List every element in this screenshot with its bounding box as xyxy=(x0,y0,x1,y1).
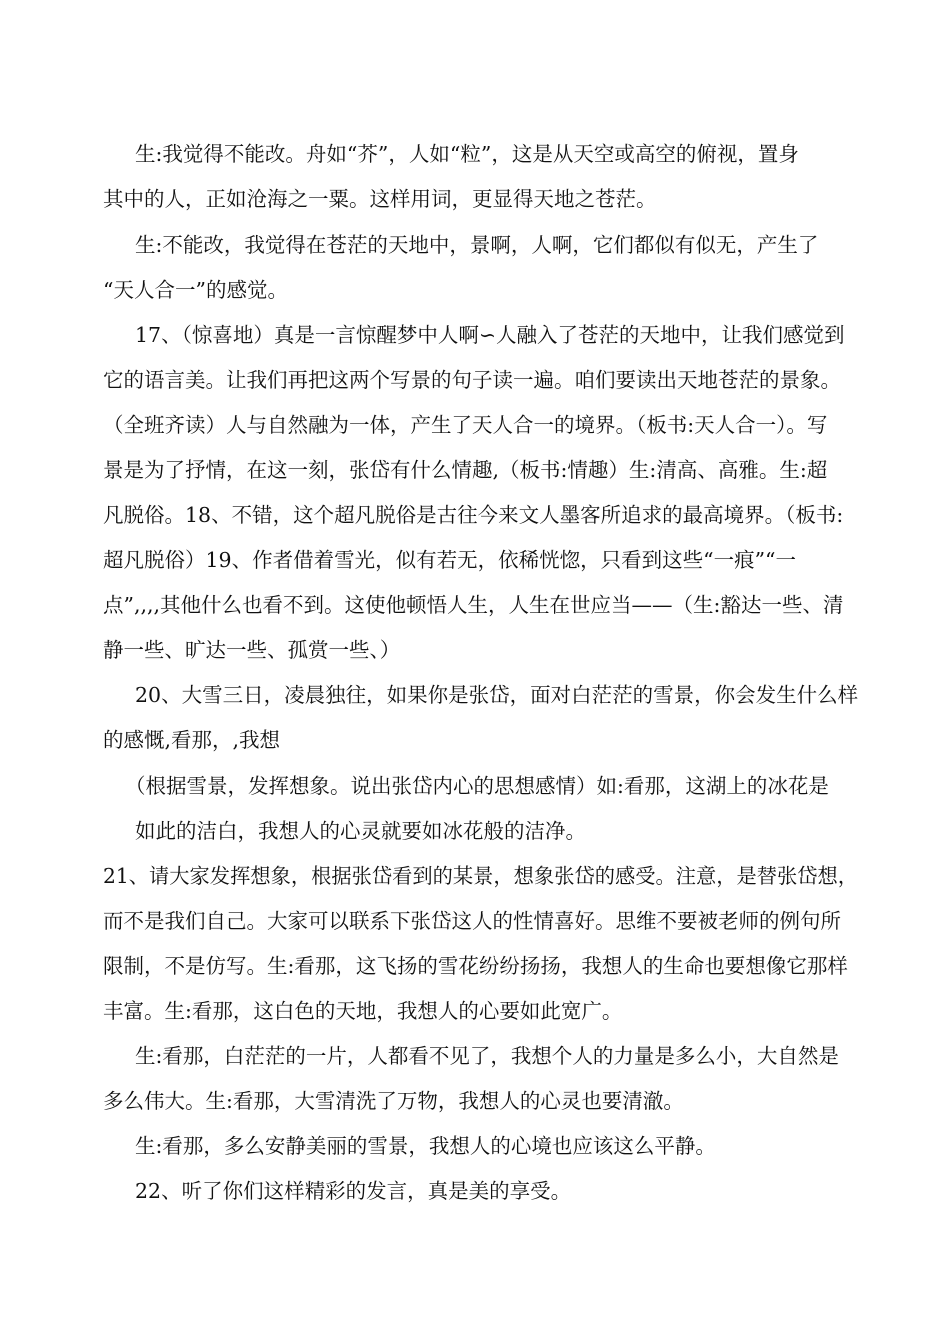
paragraph-line: 22、听了你们这样精彩的发言，真是美的享受。 xyxy=(135,1179,572,1203)
paragraph-line: 多么伟大。生:看那，大雪清洗了万物，我想人的心灵也要清澈。 xyxy=(103,1089,684,1113)
paragraph-line: 生:不能改，我觉得在苍茫的天地中，景啊，人啊，它们都似有似无，产生了 xyxy=(135,233,819,257)
paragraph-line: 20、大雪三日，凌晨独往，如果你是张岱，面对白茫茫的雪景，你会发生什么样 xyxy=(135,683,859,707)
paragraph-line: （根据雪景，发挥想象。说出张岱内心的思想感情）如:看那，这湖上的冰花是 xyxy=(125,774,829,798)
paragraph-line: 17、（惊喜地）真是一言惊醒梦中人啊∽人融入了苍茫的天地中，让我们感觉到 xyxy=(135,323,845,347)
paragraph-line: 而不是我们自己。大家可以联系下张岱这人的性情喜好。思维不要被老师的例句所 xyxy=(103,909,841,933)
paragraph-line: 点”,,,,其他什么也看不到。这使他顿悟人生，人生在世应当——（生:豁达一些、清 xyxy=(103,593,844,617)
paragraph-line: 静一些、旷达一些、孤赏一些、） xyxy=(103,638,401,662)
paragraph-line: 生:我觉得不能改。舟如“芥”，人如“粒”，这是从天空或高空的俯视，置身 xyxy=(135,142,799,166)
paragraph-line: 生:看那，白茫茫的一片，人都看不见了，我想个人的力量是多么小，大自然是 xyxy=(135,1044,839,1068)
paragraph-line: （全班齐读）人与自然融为一体，产生了天人合一的境界。（板书:天人合一）。写 xyxy=(103,413,828,437)
paragraph-line: 21、请大家发挥想象，根据张岱看到的某景，想象张岱的感受。注意，是替张岱想， xyxy=(103,864,859,888)
paragraph-line: 生:看那，多么安静美丽的雪景，我想人的心境也应该这么平静。 xyxy=(135,1134,716,1158)
paragraph-line: 丰富。生:看那，这白色的天地，我想人的心要如此宽广。 xyxy=(103,999,623,1023)
paragraph-line: 的感慨,看那，,我想 xyxy=(103,728,281,752)
paragraph-line: “天人合一”的感觉。 xyxy=(103,278,288,302)
paragraph-line: 其中的人，正如沧海之一粟。这样用词，更显得天地之苍茫。 xyxy=(103,187,657,211)
paragraph-line: 限制，不是仿写。生:看那，这飞扬的雪花纷纷扬扬，我想人的生命也要想像它那样 xyxy=(103,954,848,978)
paragraph-line: 凡脱俗。18、不错，这个超凡脱俗是古往今来文人墨客所追求的最高境界。（板书: xyxy=(103,503,844,527)
paragraph-line: 景是为了抒情，在这一刻，张岱有什么情趣,（板书:情趣）生:清高、高雅。生:超 xyxy=(103,458,828,482)
paragraph-line: 超凡脱俗）19、作者借着雪光，似有若无，依稀恍惚，只看到这些“一痕”“一 xyxy=(103,548,797,572)
paragraph-line: 它的语言美。让我们再把这两个写景的句子读一遍。咱们要读出天地苍茫的景象。 xyxy=(103,368,841,392)
paragraph-line: 如此的洁白，我想人的心灵就要如冰花般的洁净。 xyxy=(135,819,586,843)
